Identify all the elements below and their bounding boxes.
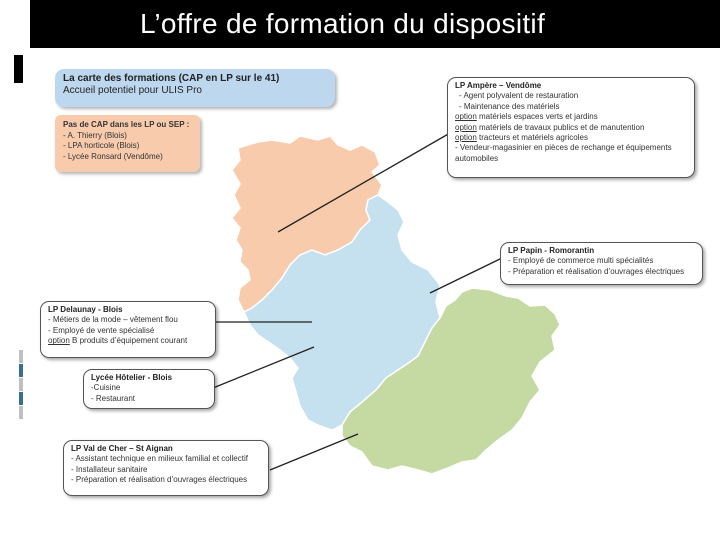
ampere-line: - Vendeur-magasinier en pièces de rechange et équipements — [455, 143, 672, 153]
no-cap-item: - Lycée Ronsard (Vendôme) — [63, 151, 163, 161]
ampere-line — [455, 112, 687, 122]
box-lycee-hotelier — [83, 369, 215, 409]
connector-valdecher — [270, 434, 358, 470]
no-cap-item: - LPA horticole (Blois) — [63, 141, 140, 150]
ampere-line: automobiles — [455, 153, 499, 163]
delaunay-line: - Employé de vente spécialisé — [48, 325, 155, 335]
delaunay-line-text: B produits d’équipement courant — [69, 336, 188, 346]
valdecher-line: - Préparation et réalisation d’ouvrages électriques — [71, 475, 248, 485]
box-lp-val-de-cher — [63, 440, 269, 496]
ampere-line — [455, 123, 687, 133]
hotelier-line: -Cuisine — [91, 383, 121, 393]
box-lp-delaunay — [40, 301, 216, 358]
hotelier-line: - Restaurant — [91, 393, 136, 403]
hotelier-heading: Lycée Hôtelier - Blois — [91, 373, 173, 382]
no-cap-heading: Pas de CAP dans les LP ou SEP : — [63, 120, 190, 129]
ampere-line — [455, 133, 687, 143]
option-label: option — [455, 122, 477, 132]
box-lp-ampere — [447, 77, 695, 178]
valdecher-line: - Installateur sanitaire — [71, 464, 148, 474]
option-label: option — [48, 336, 70, 346]
legend-box — [55, 69, 335, 107]
ampere-line-text: matériels espaces verts et jardins — [476, 112, 598, 122]
papin-heading: LP Papin - Romorantin — [508, 246, 595, 255]
ampere-line-text: matériels de travaux publics et de manutention — [476, 122, 645, 132]
legend-subtitle: Accueil potentiel pour ULIS Pro — [63, 85, 202, 96]
delaunay-heading: LP Delaunay - Blois — [48, 305, 123, 314]
no-cap-item: - A. Thierry (Blois) — [63, 130, 127, 140]
option-label: option — [455, 112, 477, 122]
delaunay-line — [48, 336, 208, 346]
papin-line: - Préparation et réalisation d’ouvrages électriques — [508, 266, 685, 276]
ampere-line-text: tracteurs et matériels agricoles — [476, 133, 588, 143]
option-label: option — [455, 133, 477, 143]
slide-title: L’offre de formation du dispositif — [140, 8, 546, 39]
papin-line: - Employé de commerce multi spécialités — [508, 256, 654, 266]
ampere-line: - Maintenance des matériels — [459, 101, 560, 111]
no-cap-box — [55, 115, 200, 172]
legend-title: La carte des formations (CAP en LP sur le 41) — [63, 73, 280, 84]
valdecher-heading: LP Val de Cher – St Aignan — [71, 444, 173, 453]
ampere-line: - Agent polyvalent de restauration — [459, 91, 579, 101]
connector-papin — [430, 258, 502, 293]
valdecher-line: - Assistant technique en milieux familial et collectif — [71, 454, 248, 464]
box-lp-papin — [500, 242, 703, 285]
ampere-heading: LP Ampère – Vendôme — [455, 81, 542, 90]
delaunay-line: - Métiers de la mode – vêtement flou — [48, 315, 178, 325]
